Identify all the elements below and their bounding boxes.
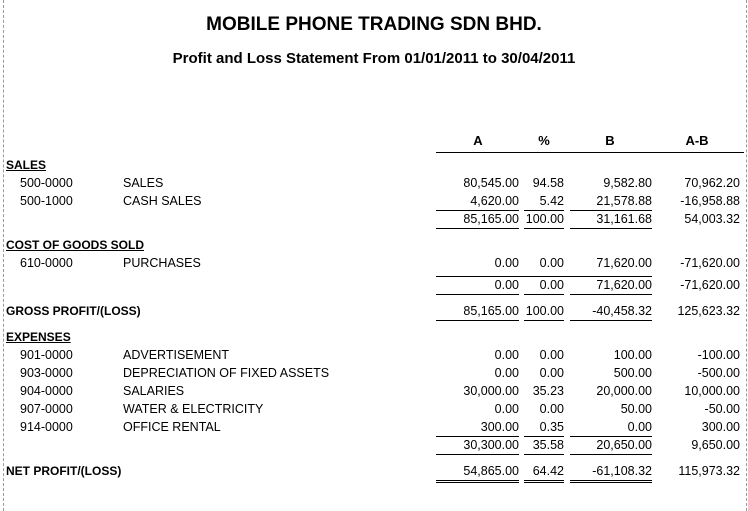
net-profit-row [0,462,748,480]
section-heading-expenses: EXPENSES [6,330,71,344]
gross-profit-a-minus-b: 125,623.32 [677,304,740,318]
amount-percent: 0.00 [539,348,564,362]
column-header-a-minus-b: A-B [685,133,709,148]
amount-a: 0.00 [494,366,519,380]
subtotal-a: 85,165.00 [436,210,519,229]
table-row [0,346,748,364]
amount-percent: 0.00 [539,256,564,270]
subtotal-a-minus-b: 54,003.32 [684,212,740,226]
amount-percent: 5.42 [524,192,564,211]
table-row [0,174,748,192]
account-code: 610-0000 [20,256,73,270]
net-profit-percent: 64.42 [524,462,564,483]
amount-a: 300.00 [436,418,519,437]
account-name: ADVERTISEMENT [123,348,230,362]
amount-a: 0.00 [494,256,519,270]
account-name: SALES [123,176,164,190]
subtotal-percent: 0.00 [524,276,564,295]
amount-a: 80,545.00 [463,176,519,190]
subtotal-b: 31,161.68 [570,210,652,229]
account-code: 901-0000 [20,348,73,362]
amount-a-minus-b: 70,962.20 [684,176,740,190]
subtotal-a-minus-b: 9,650.00 [691,438,740,452]
table-row [0,418,748,436]
subtotal-row [0,276,748,294]
amount-b: 21,578.88 [570,192,652,211]
amount-percent: 0.35 [524,418,564,437]
account-name: WATER & ELECTRICITY [123,402,264,416]
table-row [0,192,748,210]
table-row [0,254,748,272]
amount-a-minus-b: 10,000.00 [684,384,740,398]
column-header-percent: % [538,133,550,148]
table-row [0,400,748,418]
amount-percent: 0.00 [539,402,564,416]
amount-b: 20,000.00 [596,384,652,398]
section-heading-row [0,156,748,174]
amount-a-minus-b: -500.00 [697,366,740,380]
account-name: DEPRECIATION OF FIXED ASSETS [123,366,330,380]
gross-profit-label: GROSS PROFIT/(LOSS) [6,304,141,318]
column-header-b: B [605,133,615,148]
subtotal-a: 30,300.00 [436,436,519,455]
amount-b: 500.00 [613,366,652,380]
amount-a-minus-b: 300.00 [701,420,740,434]
subtotal-a-minus-b: -71,620.00 [680,278,740,292]
account-code: 903-0000 [20,366,73,380]
account-name: SALARIES [123,384,185,398]
amount-a-minus-b: -71,620.00 [680,256,740,270]
header-rule [436,152,744,153]
subtotal-b: 71,620.00 [570,276,652,295]
gross-profit-row [0,302,748,320]
net-profit-a: 54,865.00 [436,462,519,483]
amount-percent: 94.58 [532,176,564,190]
report-title: Profit and Loss Statement From 01/01/2011 to 30/04/2011 [172,50,576,67]
amount-b: 0.00 [570,418,652,437]
amount-a: 4,620.00 [436,192,519,211]
account-name: OFFICE RENTAL [123,420,221,434]
amount-a: 0.00 [494,348,519,362]
net-profit-a-minus-b: 115,973.32 [678,464,740,478]
subtotal-a: 0.00 [436,276,519,295]
subtotal-row [0,210,748,228]
amount-a-minus-b: -16,958.88 [680,194,740,208]
section-heading-row [0,328,748,346]
section-heading-cogs: COST OF GOODS SOLD [6,238,145,252]
net-profit-label: NET PROFIT/(LOSS) [6,464,122,478]
amount-b: 71,620.00 [596,256,652,270]
section-heading-row [0,236,748,254]
amount-b: 100.00 [613,348,652,362]
account-name: CASH SALES [123,194,202,208]
account-code: 500-0000 [20,176,73,190]
amount-a: 30,000.00 [463,384,519,398]
account-code: 500-1000 [20,194,73,208]
amount-b: 9,582.80 [603,176,652,190]
amount-a: 0.00 [494,402,519,416]
net-profit-b: -61,108.32 [570,462,652,483]
gross-profit-b: -40,458.32 [570,302,652,321]
account-code: 904-0000 [20,384,73,398]
table-row [0,364,748,382]
amount-percent: 0.00 [539,366,564,380]
subtotal-percent: 100.00 [524,210,564,229]
subtotal-percent: 35.58 [524,436,564,455]
table-row [0,382,748,400]
gross-profit-percent: 100.00 [524,302,564,321]
subtotal-row [0,436,748,454]
account-code: 914-0000 [20,420,73,434]
company-name: MOBILE PHONE TRADING SDN BHD. [206,14,542,35]
column-header-a: A [473,133,483,148]
section-heading-sales: SALES [6,158,47,172]
amount-percent: 35.23 [532,384,564,398]
amount-a-minus-b: -50.00 [704,402,740,416]
account-code: 907-0000 [20,402,73,416]
subtotal-b: 20,650.00 [570,436,652,455]
amount-b: 50.00 [620,402,652,416]
gross-profit-a: 85,165.00 [436,302,519,321]
amount-a-minus-b: -100.00 [697,348,740,362]
account-name: PURCHASES [123,256,201,270]
